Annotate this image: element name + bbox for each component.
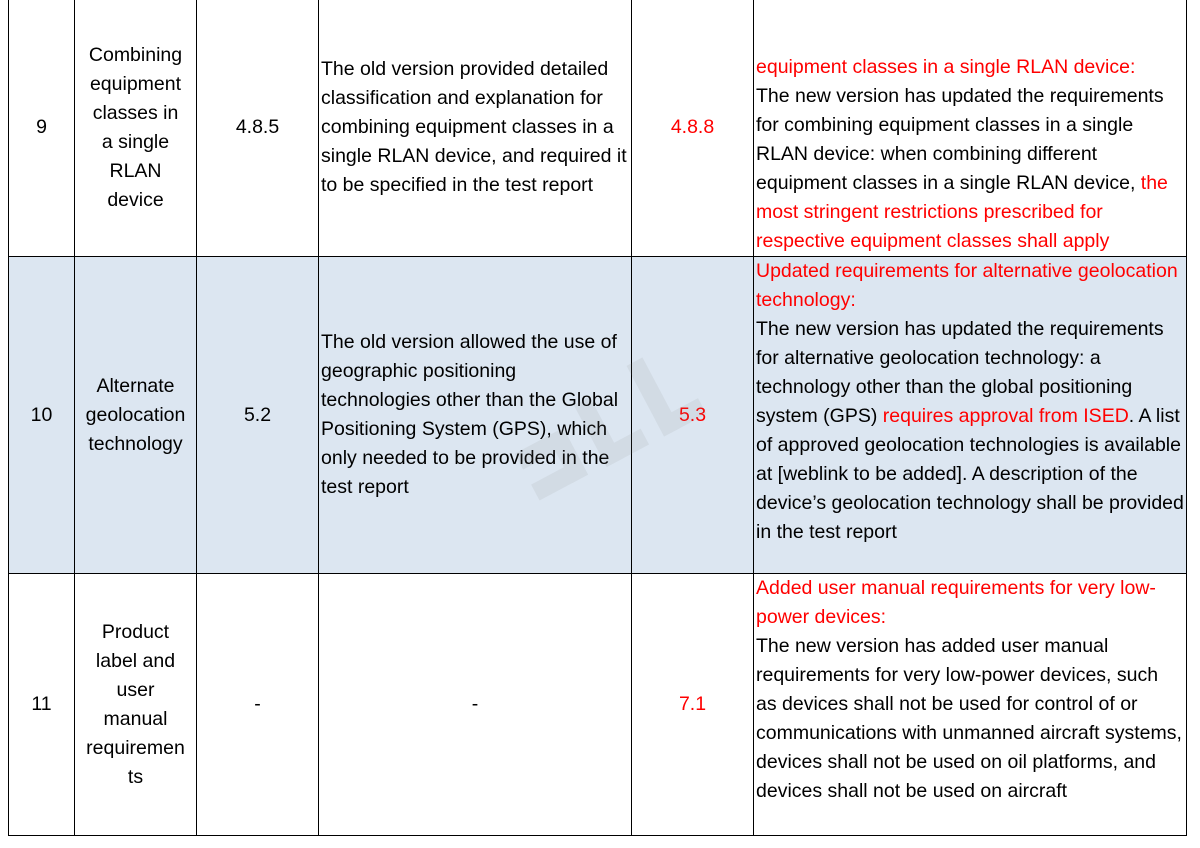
change-highlight: requires approval from ISED [882, 405, 1129, 427]
old-description-cell: - [319, 574, 632, 836]
change-title: Added user manual requirements for very low-power devices: [756, 577, 1156, 628]
item-cell: Combining equipment classes in a single RLAN device [75, 0, 197, 257]
row-number-cell: 10 [9, 257, 75, 574]
old-clause-cell: 5.2 [197, 257, 319, 574]
new-clause-cell: 5.3 [632, 257, 754, 574]
change-title: equipment classes in a single RLAN device: [756, 56, 1136, 78]
new-clause-cell: 7.1 [632, 574, 754, 836]
table-row [9, 0, 1187, 257]
item-cell: Product label and user manual requiremen ts [75, 574, 197, 836]
row-number-cell: 9 [9, 0, 75, 257]
change-text: The new version has added user manual requirements for very low-power devices, such as devices shall not be used for control of or communications with unmanned aircraft systems, devices shall not be used on oil platforms, and devices shall not be used on aircraft [756, 635, 1182, 802]
change-title: Updated requirements for alternative geolocation technology: [756, 260, 1178, 311]
old-clause-cell: 4.8.5 [197, 0, 319, 257]
table-row [9, 257, 1187, 574]
old-description-cell: The old version provided detailed classification and explanation for combining equipment classes in a single RLAN device, and required it to be specified in the test report [319, 0, 632, 257]
new-description-cell [754, 0, 1187, 257]
new-description-cell [754, 257, 1187, 574]
change-text: The new version has updated the requirements for combining equipment classes in a single RLAN device: when combining different equipment classes in a single RLAN device, [756, 85, 1164, 194]
old-description-cell: The old version allowed the use of geographic positioning technologies other than the Global Positioning System (GPS), which only needed to be provided in the test report [319, 257, 632, 574]
row-number-cell: 11 [9, 574, 75, 836]
change-text: The new version has updated the requirements for alternative geolocation technology: a technology other than the global positioning system (GPS) [756, 318, 1164, 427]
comparison-table [8, 0, 1187, 836]
item-cell: Alternate geolocation technology [75, 257, 197, 574]
change-text-continued: . A list of approved geolocation technologies is available at [weblink to be added]. A description of the device’s geolocation technology shall be provided in the test report [756, 405, 1184, 543]
new-description-cell [754, 574, 1187, 836]
change-highlight: the most stringent restrictions prescribed for respective equipment classes shall apply [756, 172, 1168, 252]
new-clause-cell: 4.8.8 [632, 0, 754, 257]
table-row [9, 574, 1187, 836]
old-clause-cell: - [197, 574, 319, 836]
